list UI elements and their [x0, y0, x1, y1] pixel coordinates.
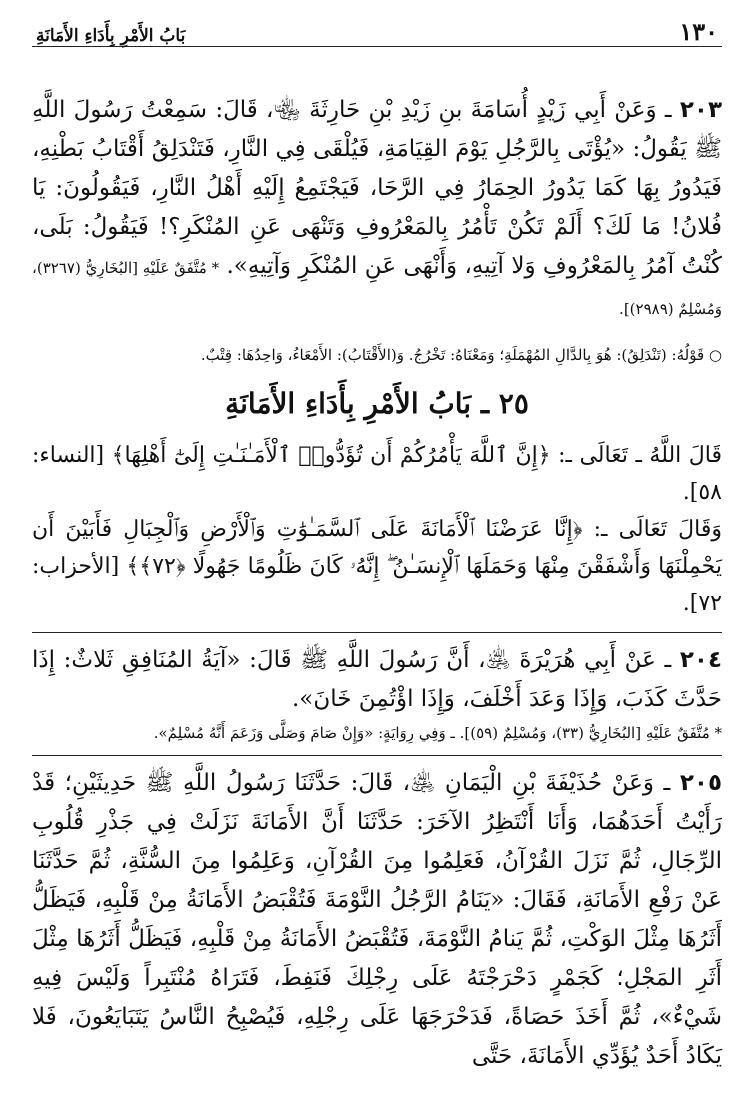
- hadith-number: ٢٠٤: [679, 647, 723, 673]
- section-divider: [32, 755, 722, 756]
- hadith-number: ٢٠٥: [679, 770, 722, 796]
- hadith-reference: * مُتَّفَقٌ عَلَيْهِ [البُخَارِيُّ (٣٢٦٧)، وَمُسْلِمٌ (٢٩٨٩)].: [32, 259, 722, 318]
- book-page: [32, 12, 722, 1110]
- chapter-heading: ٢٥ ـ بَابُ الأَمْرِ بِأَدَاءِ الأَمَانَةِ: [225, 387, 529, 420]
- hadith-text: ـ وَعَنْ أَبِي زَيْدٍ أُسَامَةَ بنِ زَيْدِ بْنِ حَارِثَةَ ﵄، قَالَ: سَمِعْتُ رَسُولَ اللَّهِ ﷺ يَقُولُ: «يُؤْتَى بِالرَّجُلِ يَوْمَ القِيَامَةِ، فَيُلْقَى فِي النَّارِ، فَتَنْدَلِقُ أَقْتَابُ بَطْنِهِ، فَيَدُورُ بِهَا كَمَا يَدُورُ الحِمَارُ فِي الرَّحَا، فَيَجْتَمِعُ إِلَيْهِ أَهْلُ النَّارِ، فَيَقُولُونَ: يَا فُلانُ! مَا لَكَ؟ أَلَمْ تَكُنْ تَأْمُرُ بِالمَعْرُوفِ وَتَنْهَى عَنِ المُنْكَرِ؟! فَيَقُولُ: بَلَى، كُنْتُ آمُرُ بِالمَعْرُوفِ وَلا آتِيهِ، وَأَنْهَى عَنِ المُنْكَرِ وَآتِيهِ».: [32, 97, 722, 279]
- quran-verse-2: وَقَالَ تَعَالَى ـ: ﴿إِنَّا عَرَضْنَا ٱلْأَمَانَةَ عَلَى ٱلسَّمَـٰوَٰتِ وَٱلْأَرْضِ وَٱلْجِبَالِ فَأَبَيْنَ أَن يَحْمِلْنَهَا وَأَشْفَقْنَ مِنْهَا وَحَمَلَهَا ٱلْإِنسَـٰنُ ۖ إِنَّهُۥ كَانَ ظَلُومًا جَهُولًا ﴿٧٢﴾﴾ [الأحزاب: ٧٢].: [32, 517, 722, 616]
- page-number: ١٣٠: [679, 17, 718, 46]
- explanatory-note: ○ قَوْلُهُ: (تَنْدَلِقُ): هُوَ بِالدَّالِ المُهْمَلَةِ؛ وَمَعْنَاهُ: تَخْرُجُ. وَ(الأَقْتَابُ): الأَمْعَاءُ، وَاحِدُهَا: قِتْبٌ.: [200, 346, 722, 364]
- hadith-text: ـ عَنْ أَبِي هُرَيْرَةَ ﵁، أَنَّ رَسُولَ اللَّهِ ﷺ قَالَ: «آيَةُ المُنَافِقِ ثَلاثٌ: إِذَا حَدَّثَ كَذَبَ، وَإِذَا وَعَدَ أَخْلَفَ، وَإِذَا اؤْتُمِنَ خَانَ».: [32, 647, 722, 712]
- hadith-205: [32, 764, 722, 1076]
- quran-verse-1: قَالَ اللَّهُ ـ تَعَالَى ـ: ﴿إِنَّ ٱللَّهَ يَأْمُرُكُمْ أَن تُؤَدُّوا۟ ٱلْأَمَـٰنَـٰتِ إِلَىٰٓ أَهْلِهَا﴾ [النساء: ٥٨].: [32, 443, 722, 505]
- hadith-text: ـ وَعَنْ حُذَيْفَةَ بْنِ الْيَمَانِ ﵁، قَالَ: حَدَّثَنَا رَسُولُ اللَّهِ ﷺ حَدِيثَيْنِ؛ قَدْ رَأَيْتُ أَحَدَهُمَا، وَأَنَا أَنْتَظِرُ الآخَرَ: حَدَّثَنَا أَنَّ الأَمَانَةَ نَزَلَتْ فِي جَذْرِ قُلُوبِ الرِّجَالِ، ثُمَّ نَزَلَ القُرْآنُ، فَعَلِمُوا مِنَ القُرْآنِ، وَعَلِمُوا مِنَ السُّنَّةِ، ثُمَّ حَدَّثَنَا عَنْ رَفْعِ الأَمَانَةِ، فَقَالَ: «يَنَامُ الرَّجُلُ النَّوْمَةَ فَتُقْبَضُ الأَمَانَةُ مِنْ قَلْبِهِ، فَيَظَلُّ أَثَرُهَا مِثْلَ الوَكْتِ، ثُمَّ يَنامُ النَّوْمَةَ، فَتُقْبَضُ الأَمَانَةُ مِنْ قَلْبِهِ، فَيَظَلُّ أَثَرُهَا مِثْلَ أَثَرِ المَجْلِ؛ كَجَمْرٍ دَحْرَجْتَهُ عَلَى رِجْلِكَ فَنَفِطَ، فَتَرَاهُ مُنْتَبِراً وَلَيْسَ فِيهِ شَيْءٌ»، ثُمَّ أَخَذَ حَصَاةً، فَدَحْرَجَهَا عَلَى رِجْلِهِ، فَيُصْبِحُ النَّاسُ يَتَبَايَعُونَ، فَلا يَكَادُ أَحَدٌ يُؤَدِّي الأَمَانَةَ، حَتَّى: [32, 770, 722, 1069]
- section-divider: [32, 632, 722, 633]
- hadith-204: [32, 641, 722, 719]
- running-title: بَابُ الأَمْرِ بِأَدَاءِ الأَمَانَةِ: [36, 26, 186, 46]
- hadith-number: ٢٠٣: [679, 97, 722, 123]
- hadith-reference: * مُتَّفَقٌ عَلَيْهِ [البُخَارِيُّ (٣٣)، وَمُسْلِمٌ (٥٩)]. ـ وَفِي رِوَايَةٍ: «وَإِنْ صَامَ وَصَلَّى وَزَعَمَ أَنَّهُ مُسْلِمٌ».: [153, 724, 722, 742]
- hadith-203: [32, 91, 722, 329]
- running-header: [32, 12, 722, 47]
